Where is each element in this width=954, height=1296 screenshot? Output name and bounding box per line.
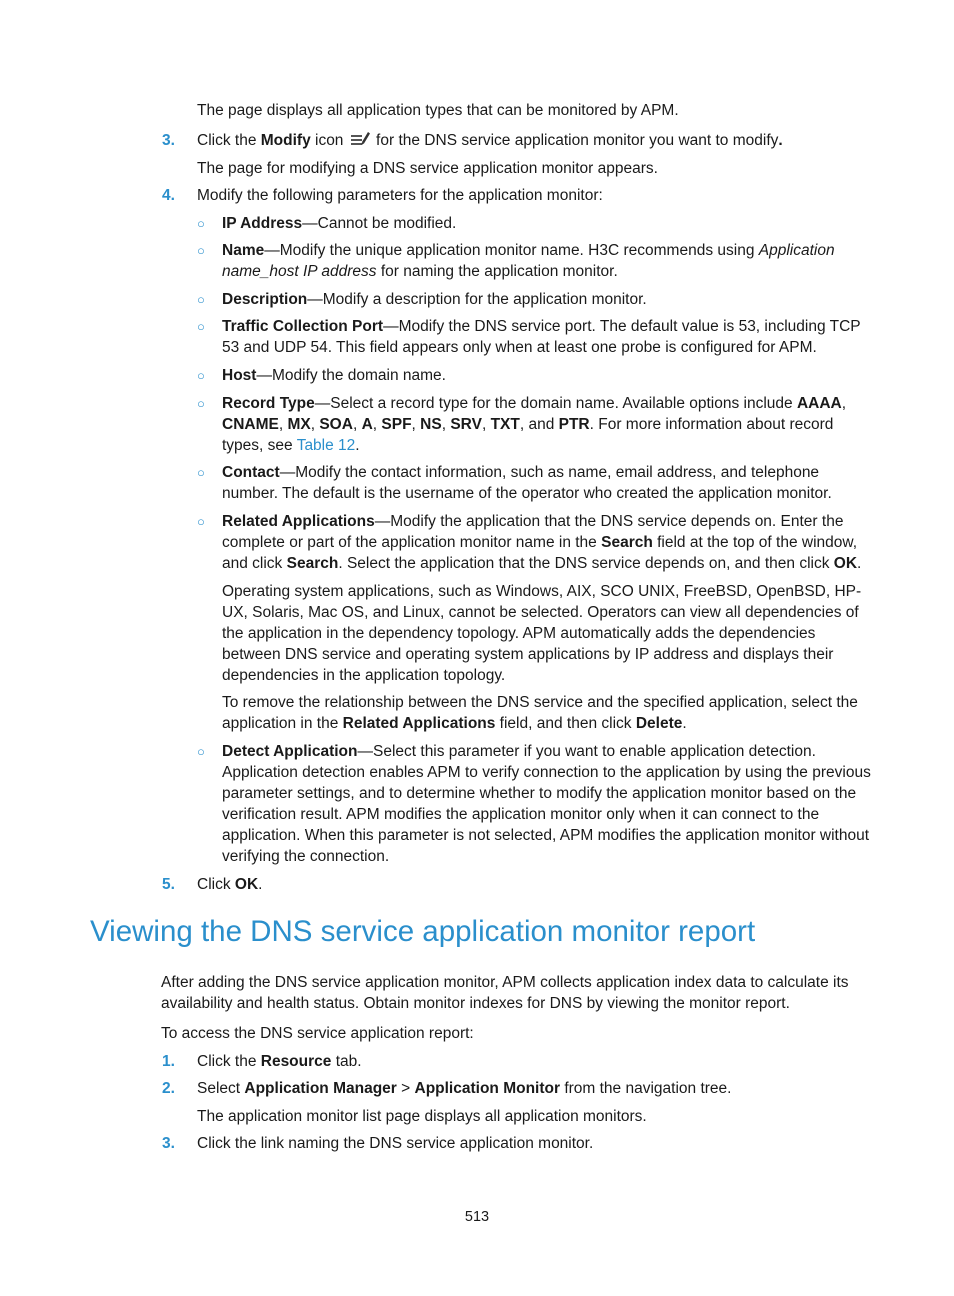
param-label: Host [222, 367, 257, 384]
separator: , [411, 416, 421, 433]
step-number: 1. [162, 1053, 175, 1070]
param-traffic-port [222, 316, 872, 358]
step-text: Click the [197, 132, 261, 149]
related-apps-remove-note [222, 692, 872, 734]
bullet-icon: ○ [197, 514, 205, 529]
page-number: 513 [464, 1209, 490, 1225]
ok-label: OK [234, 876, 259, 893]
param-text: —Modify the unique application monitor name. H3C recommends using [264, 242, 759, 259]
step-number: 2. [162, 1080, 175, 1097]
related-apps-note: Operating system applications, such as Windows, AIX, SCO UNIX, FreeBSD, OpenBSD, HP-UX, Solaris, Mac OS, and Linux, cannot be selected. Operators can view all dependencies of the application in the dependency topology. APM automatically adds the dependencies between DNS service and operating system applications by IP address and displays their dependencies in the application topology. [222, 583, 862, 684]
report-step-2 [197, 1078, 869, 1099]
step-number: 3. [162, 1135, 175, 1152]
param-text: . [355, 437, 360, 454]
resource-tab-label: Resource [260, 1053, 332, 1070]
step-text: for the DNS service application monitor you want to modify [371, 132, 779, 149]
step-text: Click the [197, 1053, 261, 1070]
record-type: SPF [381, 416, 412, 433]
step-text: . [258, 876, 263, 893]
bullet-icon: ○ [197, 216, 205, 231]
param-name [222, 240, 872, 282]
param-text: for naming the application monitor. [376, 263, 618, 280]
step-text: from the navigation tree. [560, 1080, 732, 1097]
separator: , [481, 416, 491, 433]
report-step-2-note: The application monitor list page displays all application monitors. [197, 1108, 647, 1125]
bullet-icon: ○ [197, 465, 205, 480]
param-text: field, and then click [495, 715, 636, 732]
param-detect-app [222, 741, 872, 867]
param-description [222, 289, 872, 310]
step-3-text [197, 130, 869, 151]
intro-text: The page displays all application types that can be monitored by APM. [197, 102, 679, 119]
step-text: Select [197, 1080, 245, 1097]
report-step-1 [197, 1051, 869, 1072]
param-label: Record Type [222, 395, 315, 412]
param-label: Description [222, 291, 308, 308]
step-5-text [197, 874, 869, 895]
param-text: . For more information about record types, see [222, 416, 834, 454]
param-text: To remove the relationship between the DNS service and the specified application, select the application in the [222, 694, 858, 732]
param-record-type [222, 393, 872, 456]
param-label: Contact [222, 464, 280, 481]
param-host [222, 365, 872, 386]
bullet-icon: ○ [197, 292, 205, 307]
separator: , [310, 416, 320, 433]
step-text: tab. [331, 1053, 362, 1070]
param-italic: Application name_host IP address [222, 242, 835, 280]
record-type: A [361, 416, 373, 433]
param-contact [222, 462, 872, 504]
param-text: . [682, 715, 687, 732]
step-text: Click [197, 876, 235, 893]
record-type: MX [287, 416, 311, 433]
step-number: 5. [162, 876, 175, 893]
separator: > [396, 1080, 415, 1097]
step-period: . [778, 132, 783, 149]
delete-label: Delete [635, 715, 683, 732]
param-text: —Modify the domain name. [256, 367, 446, 384]
search-label: Search [601, 534, 653, 551]
record-type: PTR [558, 416, 590, 433]
record-type: SRV [450, 416, 482, 433]
table-12-link[interactable]: Table 12 [296, 437, 356, 454]
step-number: 3. [162, 132, 175, 149]
search-label: Search [286, 555, 339, 572]
param-label: Detect Application [222, 743, 358, 760]
param-text: —Select a record type for the domain name. Available options include [314, 395, 797, 412]
separator: , [841, 395, 847, 412]
section-access-text: To access the DNS service application report: [161, 1025, 474, 1042]
separator: , and [519, 416, 559, 433]
record-type: SOA [319, 416, 353, 433]
nav-label: Application Monitor [414, 1080, 561, 1097]
step-3-note: The page for modifying a DNS service application monitor appears. [197, 160, 658, 177]
section-heading: Viewing the DNS service application monitor report [90, 915, 756, 948]
record-type: TXT [490, 416, 520, 433]
param-ip-address [222, 213, 872, 234]
record-type: NS [420, 416, 442, 433]
record-type: AAAA [796, 395, 842, 412]
param-text: —Cannot be modified. [302, 215, 457, 232]
param-text: . Select the application that the DNS service depends on, and then click [338, 555, 834, 572]
bullet-icon: ○ [197, 368, 205, 383]
bullet-icon: ○ [197, 744, 205, 759]
param-label: Related Applications [222, 513, 375, 530]
param-text: —Modify the application that the DNS service depends on. Enter the complete or part of the application monitor name in the [222, 513, 844, 551]
modify-label: Modify [260, 132, 311, 149]
bullet-icon: ○ [197, 319, 205, 334]
param-label: IP Address [222, 215, 303, 232]
param-text: —Select this parameter if you want to enable application detection. Application detection enables APM to verify connection to the application by using the previous parameter settings, and to determine whether to modify the application monitor based on the verification result. APM modifies the application monitor only when it can connect to the application. When this parameter is not selected, APM modifies the application monitor without verifying the connection. [222, 743, 871, 865]
separator: , [372, 416, 382, 433]
bullet-icon: ○ [197, 396, 205, 411]
param-text: field at the top of the window, and click [222, 534, 858, 572]
modify-icon [350, 130, 370, 148]
param-label: Traffic Collection Port [222, 318, 384, 335]
param-text: —Modify a description for the application monitor. [307, 291, 647, 308]
step-number: 4. [162, 187, 175, 204]
separator: , [441, 416, 451, 433]
param-text: —Modify the contact information, such as name, email address, and telephone number. The default is the username of the operator who created the application monitor. [222, 464, 832, 502]
step-text: icon [310, 132, 348, 149]
section-intro: After adding the DNS service application monitor, APM collects application index data to calculate its availability and health status. Obtain monitor indexes for DNS by viewing the monitor report. [161, 974, 849, 1012]
step-4-text: Modify the following parameters for the application monitor: [197, 187, 603, 204]
related-apps-label: Related Applications [342, 715, 496, 732]
param-text: . [857, 555, 862, 572]
separator: , [352, 416, 362, 433]
nav-label: Application Manager [244, 1080, 397, 1097]
report-step-3: Click the link naming the DNS service application monitor. [197, 1135, 594, 1152]
param-label: Name [222, 242, 265, 259]
bullet-icon: ○ [197, 243, 205, 258]
ok-label: OK [833, 555, 858, 572]
param-related-apps [222, 511, 872, 574]
param-text: —Modify the DNS service port. The default value is 53, including TCP 53 and UDP 54. This field appears only when at least one probe is configured for APM. [222, 318, 861, 356]
separator: , [278, 416, 288, 433]
record-type: CNAME [222, 416, 279, 433]
